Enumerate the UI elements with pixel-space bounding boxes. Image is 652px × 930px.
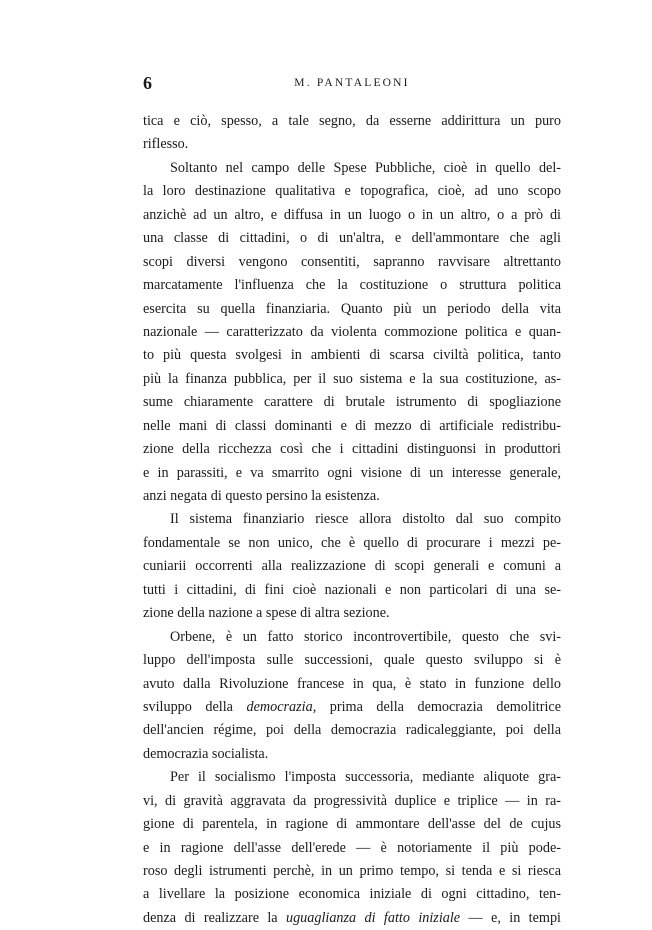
body-text — [143, 110, 561, 930]
text-line: anzichè ad un altro, e diffusa in un luogo o in un altro, o a prò di — [143, 206, 561, 223]
italic-run: uguaglianza di fatto iniziale — [285, 909, 461, 926]
text-line: marcatamente l'influenza che la costituzione o struttura politica — [143, 277, 561, 294]
text-run: — e, in tempi — [460, 909, 561, 926]
text-line: più la finanza pubblica, per il suo sistema e la sua costituzione, as- — [143, 370, 561, 387]
text-run: prima della democrazia demolitrice — [316, 698, 561, 715]
text-line: Per il socialismo l'imposta successoria, mediante aliquote gra- — [170, 769, 561, 786]
text-run: sviluppo della — [143, 698, 247, 715]
text-line: la loro destinazione qualitativa e topografica, cioè, ad uno scopo — [143, 183, 561, 200]
text-line: Il sistema finanziario riesce allora distolto dal suo compito — [170, 511, 561, 528]
text-line: tutti i cittadini, di fini cioè nazionali e non particolari di una se- — [143, 581, 561, 598]
running-head: M. PANTALEONI — [294, 77, 410, 89]
text-line: tica e ciò, spesso, a tale segno, da esserne addirittura un puro — [143, 113, 561, 129]
text-line — [143, 907, 561, 930]
text-line: dell'ancien régime, poi della democrazia radicaleggiante, poi della — [143, 722, 561, 739]
page-number: 6 — [143, 73, 152, 93]
text-line: esercita su quella finanziaria. Quanto più un periodo della vita — [143, 300, 561, 317]
text-line: Soltanto nel campo delle Spese Pubbliche, cioè in quello del- — [170, 159, 561, 176]
italic-run: democrazia, — [246, 698, 317, 715]
text-line: vi, di gravità aggravata da progressività duplice e triplice — in ra- — [143, 792, 561, 809]
text-line: sume chiaramente carattere di brutale istrumento di spogliazione — [143, 394, 561, 411]
text-line: to più questa svolgesi in ambienti di scarsa civiltà politica, tanto — [143, 347, 561, 364]
text-line: riflesso. — [143, 136, 189, 153]
text-line: democrazia socialista. — [143, 745, 269, 762]
text-line: Orbene, è un fatto storico incontrovertibile, questo che svi- — [170, 628, 561, 645]
text-line: zione della nazione a spese di altra sezione. — [143, 605, 390, 622]
text-run: denza di realizzare la — [143, 909, 286, 926]
text-line: luppo dell'imposta sulle successioni, quale questo sviluppo si è — [143, 652, 561, 669]
text-line: nelle mani di classi dominanti e di mezzo di artificiale redistribu- — [143, 417, 561, 434]
text-line: scopi diversi vengono consentiti, sapranno ravvisare altrettanto — [143, 253, 561, 270]
text-line: nazionale — caratterizzato da violenta commozione politica e quan- — [143, 323, 561, 340]
text-line: e in ragione dell'asse dell'erede — è notoriamente il più pode- — [143, 839, 561, 856]
text-line: gione di parentela, in ragione di ammontare dell'asse del de cujus — [143, 816, 561, 833]
text-line: anzi negata di questo persino la esistenza. — [143, 488, 380, 504]
text-line: roso degli istrumenti perchè, in un primo tempo, si tenda e si riesca — [143, 863, 561, 879]
text-line: fondamentale se non unico, che è quello di procurare i mezzi pe- — [143, 534, 561, 551]
text-line: cuniarii occorrenti alla realizzazione di scopi generali e comuni a — [143, 558, 561, 575]
text-line: e in parassiti, e va smarrito ogni visione di un interesse generale, — [143, 464, 561, 481]
text-line: avuto dalla Rivoluzione francese in qua, è stato in funzione dello — [143, 675, 561, 692]
text-line — [143, 696, 561, 719]
text-line: a livellare la posizione economica iniziale di ogni cittadino, ten- — [143, 886, 561, 903]
text-line: zione della ricchezza così che i cittadini distinguonsi in produttori — [143, 441, 561, 458]
text-line: una classe di cittadini, o di un'altra, e dell'ammontare che agli — [143, 230, 561, 247]
page-header — [143, 72, 561, 94]
